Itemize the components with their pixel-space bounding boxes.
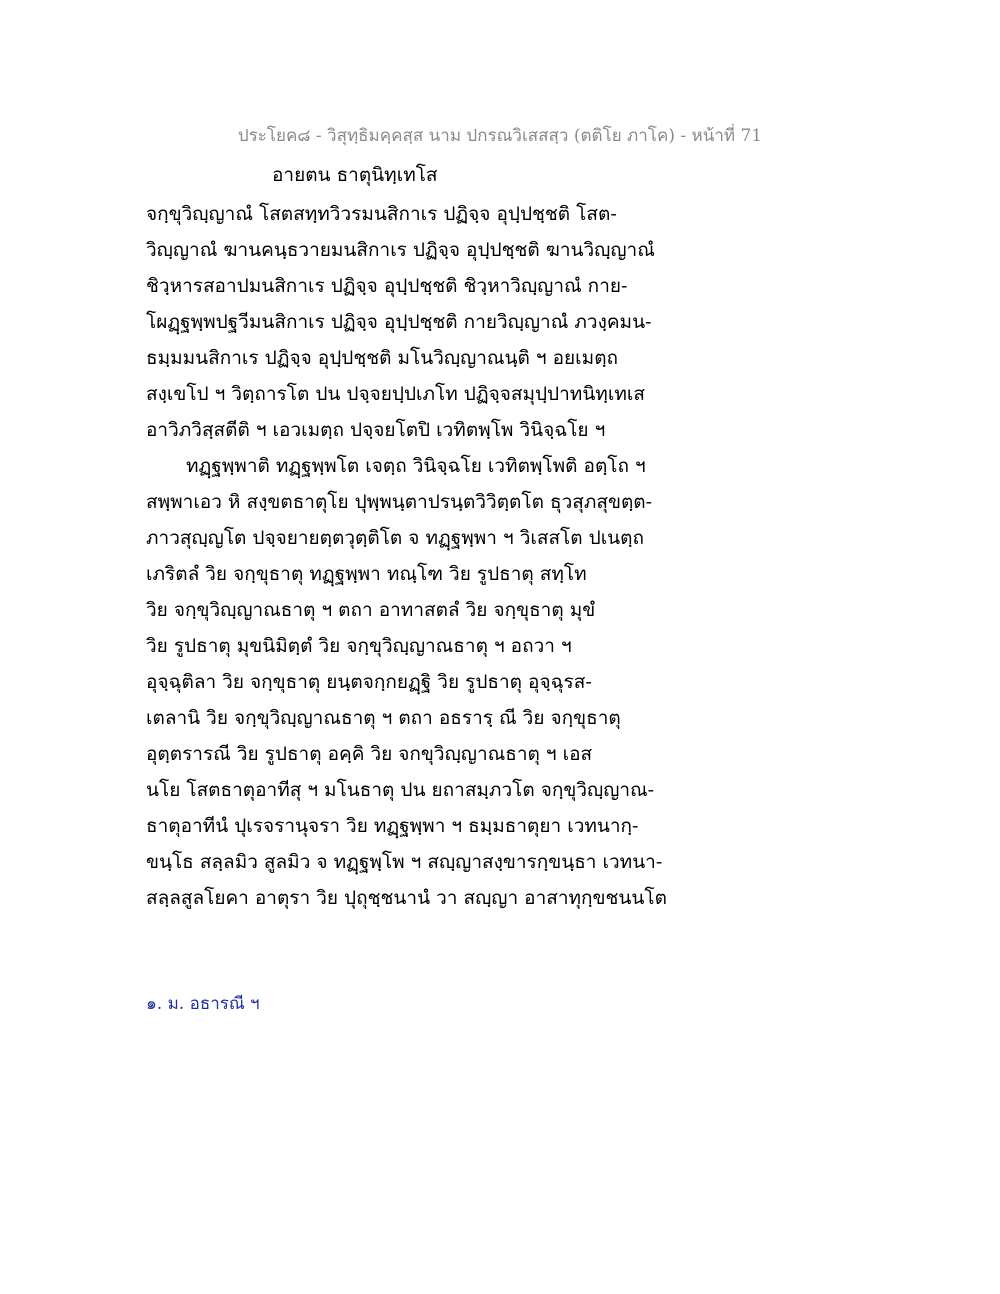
text-line: สลฺลสูลโยคา อาตุรา วิย ปุถุชฺชนานํ วา สญฺญา อาสาทุกฺขชนนโต [146,887,667,909]
text-line: เภริตลํ วิย จกฺขุธาตุ ทฏฺฐพฺพา ทณฺโฑ วิย รูปธาตุ สทฺโท [146,563,587,585]
text-line: วิย รูปธาตุ มุขนิมิตฺตํ วิย จกฺขุวิญฺญาณธาตุ ฯ อถวา ฯ [146,635,572,657]
footnote: ๑. ม. อธารณี ฯ [146,994,260,1014]
text-line: อาวิภวิสฺสตีติ ฯ เอวเมตฺถ ปจฺจยโตปิ เวทิตพฺโพ วินิจฺฉโย ฯ [146,419,606,441]
text-line: ธมฺมมนสิกาเร ปฏิจฺจ อุปฺปชฺชติ มโนวิญฺญาณนฺติ ฯ อยเมตฺถ [146,347,619,369]
text-line: ธาตุอาทีนํ ปุเรจรานุจรา วิย ทฏฺฐพฺพา ฯ ธมฺมธาตุยา เวทนากฺ- [146,815,639,837]
text-line: วิญฺญาณํ ฆานคนฺธวายมนสิกาเร ปฏิจฺจ อุปฺปชฺชติ ฆานวิญฺญาณํ [146,239,655,261]
text-line: โผฏฺฐพฺพปฐวีมนสิกาเร ปฏิจฺจ อุปฺปชฺชติ กายวิญฺญาณํ ภวงฺคมน- [146,311,652,333]
paragraph-first-line: ทฏฺฐพฺพาติ ทฏฺฐพฺพโต เจตฺถ วินิจฺฉโย เวทิตพฺโพติ อตฺโถ ฯ [186,455,646,477]
text-line: ภาวสุญฺญโต ปจฺจยายตฺตวุตฺติโต จ ทฏฺฐพฺพา ฯ วิเสสโต ปเนตฺถ [146,527,645,549]
text-line: อุจฺฉุติลา วิย จกฺขุธาตุ ยนฺตจกฺกยฏฺฐิ วิย รูปธาตุ อุจฺฉุรส- [146,671,592,693]
text-line: อุตฺตรารณี วิย รูปธาตุ อคฺคิ วิย จกขุวิญฺญาณธาตุ ฯ เอส [146,743,593,765]
text-line: เตลานิ วิย จกฺขุวิญฺญาณธาตุ ฯ ตถา อธรารฺ ณี วิย จกฺขุธาตุ [146,707,621,729]
text-line: สพฺพาเอว หิ สงฺขตธาตุโย ปุพฺพนฺตาปรนฺตวิวิตฺตโต ธุวสุภสุขตฺต- [146,491,653,513]
text-line: ขนฺโธ สลฺลมิว สูลมิว จ ทฏฺฐพฺโพ ฯ สญฺญาสงฺขารกฺขนฺธา เวทนา- [146,851,663,873]
text-line: จกฺขุวิญฺญาณํ โสตสทฺทวิวรมนสิกาเร ปฏิจฺจ อุปฺปชฺชติ โสต- [146,203,617,225]
text-line: นโย โสตธาตุอาทีสุ ฯ มโนธาตุ ปน ยถาสมฺภวโต จกฺขุวิญฺญาณ- [146,779,655,801]
running-header: ประโยค๘ - วิสุทฺธิมคฺคสฺส นาม ปกรณวิเสสสฺว (ตติโย ภาโค) - หน้าที่ 71 [237,126,763,146]
text-line: วิย จกฺขุวิญฺญาณธาตุ ฯ ตถา อาทาสตลํ วิย จกฺขุธาตุ มุขํ [146,599,596,621]
section-heading: อายตน ธาตุนิทฺเทโส [272,164,438,186]
text-line: ชิวฺหารสอาปมนสิกาเร ปฏิจฺจ อุปฺปชฺชติ ชิวฺหาวิญฺญาณํ กาย- [146,275,628,297]
body-text [146,196,866,916]
text-line: สงฺเขโป ฯ วิตฺถารโต ปน ปจฺจยปฺปเภโท ปฏิจฺจสมุปฺปาทนิทฺเทเส [146,383,645,405]
